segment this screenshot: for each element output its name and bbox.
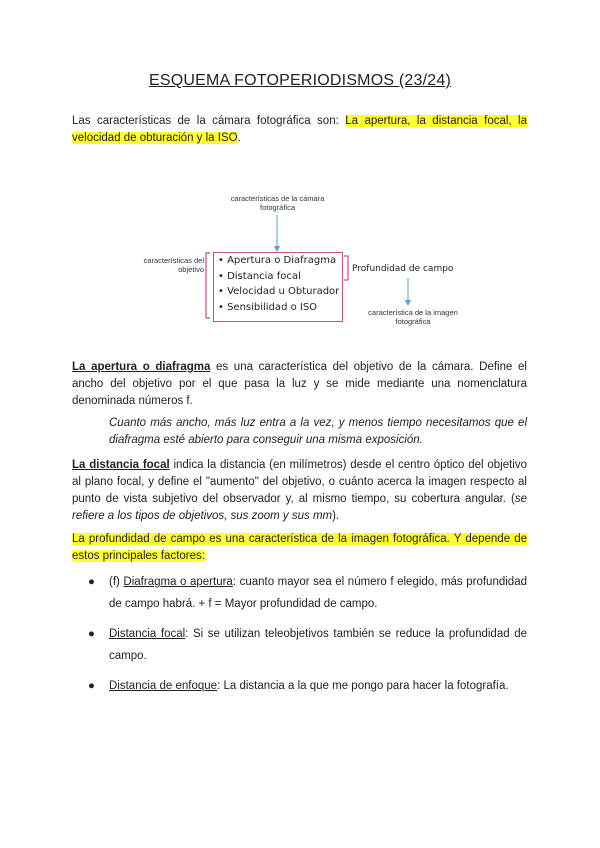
distancia-end: ). xyxy=(332,510,340,522)
apertura-quote: Cuanto más ancho, más luz entra a la vez, y menos tiempo necesitamos que el diafragma esté abierto para conseguir una misma exposición. xyxy=(109,417,527,446)
intro-paragraph xyxy=(72,113,527,147)
bullet-icon: ● xyxy=(88,576,95,588)
apertura-term: La apertura o diafragma xyxy=(72,361,211,373)
bullet-icon: ● xyxy=(88,680,95,692)
diagram-bottom-label: característica de la imagen fotográfica xyxy=(368,308,458,326)
bullet-icon: ● xyxy=(88,628,95,640)
intro-end: . xyxy=(237,132,241,144)
list-item xyxy=(88,675,527,697)
bullet-prefix: (f) xyxy=(109,576,124,588)
bullet-term: Distancia focal xyxy=(109,628,186,640)
camera-diagram xyxy=(130,190,470,330)
bullet-text: : Si se utilizan teleobjetivos también se reduce la profundidad de campo. xyxy=(109,628,527,662)
list-item xyxy=(88,623,527,667)
profundidad-highlight: La profundidad de campo es una característica de la imagen fotográfica. Y depende de estos principales factores: xyxy=(72,533,527,562)
diagram-item: • Velocidad u Obturador xyxy=(218,286,340,297)
page-title: ESQUEMA FOTOPERIODISMOS (23/24) xyxy=(149,72,451,89)
distancia-italic: se refiere a los tipos de objetivos, sus zoom y sus mm xyxy=(72,493,527,522)
diagram-item: • Distancia focal xyxy=(218,270,301,282)
bullet-term: Diafragma o apertura xyxy=(123,576,233,588)
bottom-arrow-head xyxy=(405,300,411,306)
distancia-term: La distancia focal xyxy=(72,459,170,471)
diagram-right-label: Profundidad de campo xyxy=(352,264,454,274)
profundidad-paragraph xyxy=(72,531,527,565)
apertura-paragraph xyxy=(72,359,527,410)
diagram-item: • Apertura o Diafragma xyxy=(218,255,337,266)
diagram-left-label: características del objetivo xyxy=(143,256,204,274)
intro-text: Las características de la cámara fotográfica son: xyxy=(72,115,346,127)
left-bracket xyxy=(206,253,210,318)
bullet-text: : La distancia a la que me pongo para hacer la fotografía. xyxy=(217,680,509,692)
apertura-text: es una característica del objetivo de la cámara. Define el ancho del objetivo por el que pasa la luz y se mide mediante una nomenclatura denominada números f. xyxy=(72,361,527,407)
list-item xyxy=(88,571,527,615)
distancia-text: indica la distancia (en milímetros) desde el centro óptico del objetivo al plano focal, y define el "aumento" del objetivo, o cuánto acerca la imagen respecto al punto de vista subjetivo del observador y, al mismo tiempo, su cobertura angular. ( xyxy=(72,459,527,505)
bullet-term: Distancia de enfoque xyxy=(109,680,218,692)
bullet-text: : cuanto mayor sea el número f elegido, más profundidad de campo habrá. + f = Mayor profundidad de campo. xyxy=(109,576,527,610)
intro-highlight: La apertura, la distancia focal, la velocidad de obturación y la ISO xyxy=(72,115,527,144)
right-bracket xyxy=(344,256,348,280)
distancia-paragraph xyxy=(72,457,527,525)
diagram-item: • Sensibilidad o ISO xyxy=(218,301,318,313)
diagram-box xyxy=(213,252,343,322)
diagram-top-label: características de la cámara fotográfica xyxy=(230,194,325,212)
